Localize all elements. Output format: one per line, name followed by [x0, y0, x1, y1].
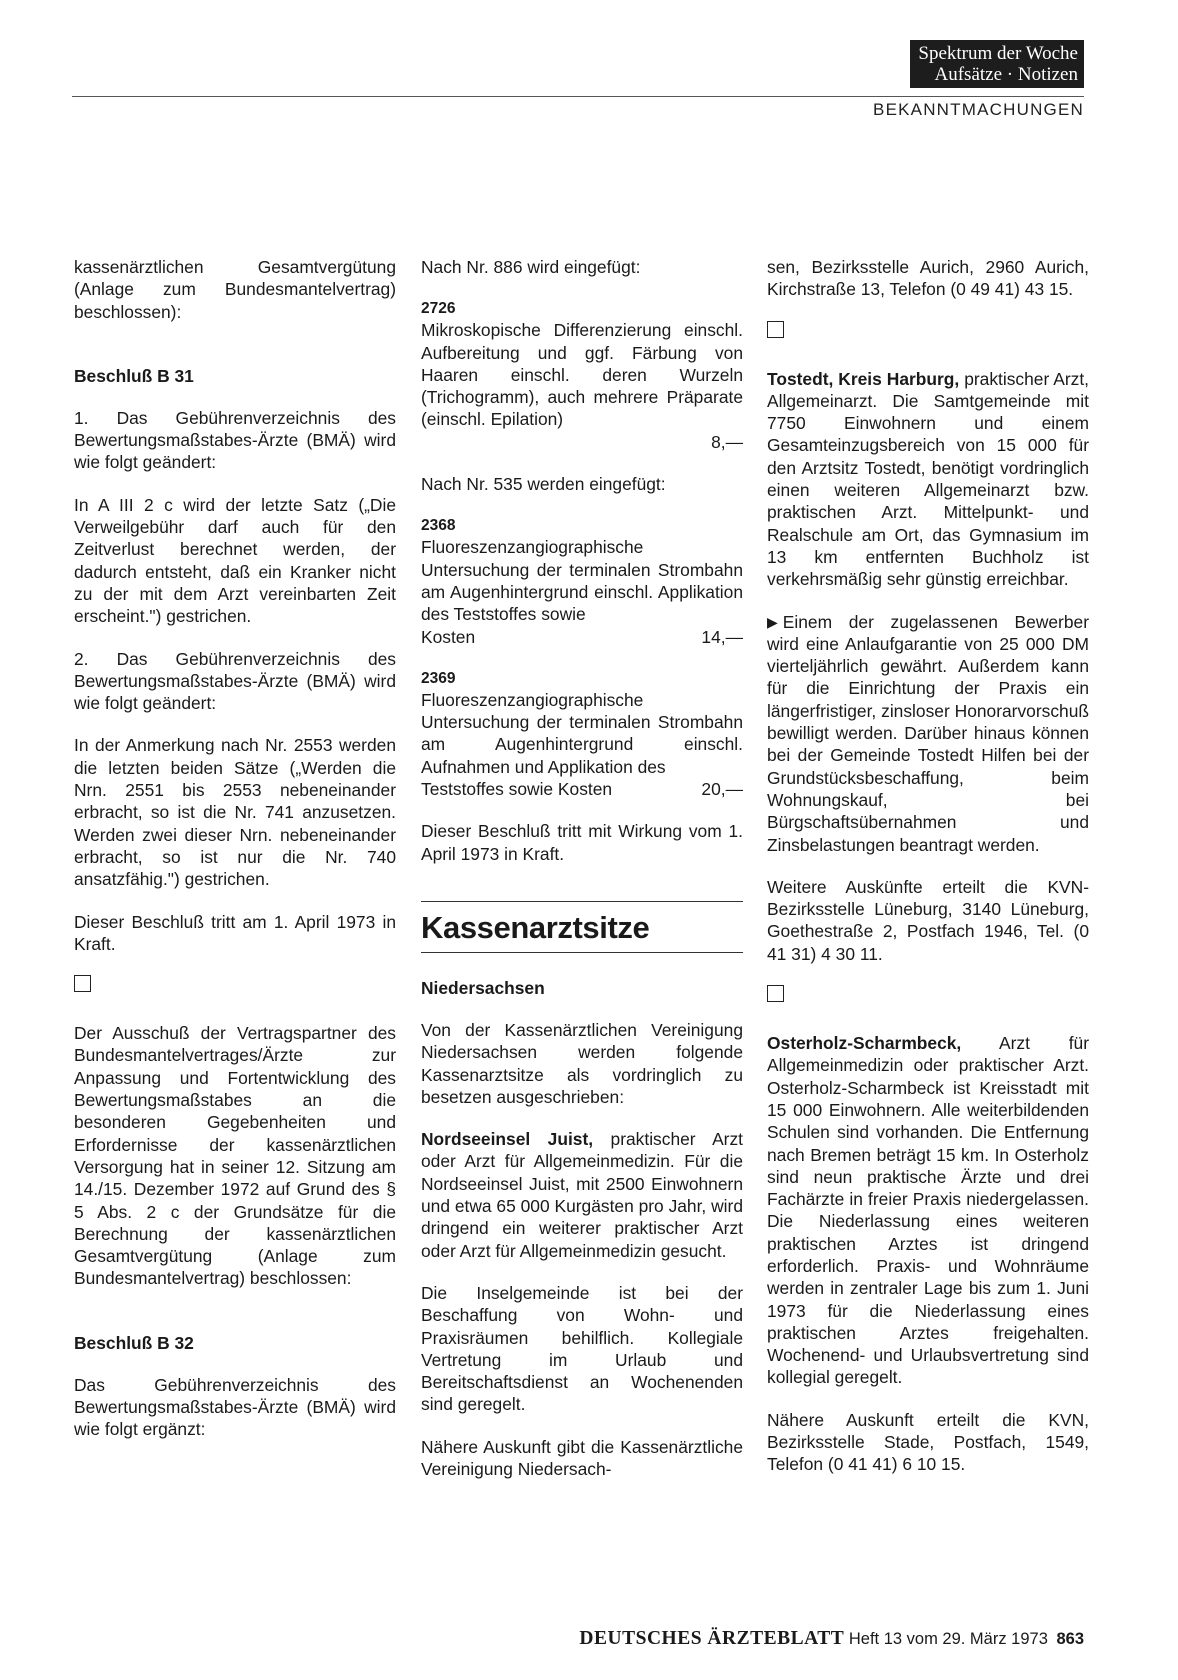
paragraph: Dieser Beschluß tritt am 1. April 1973 in Kraft. [74, 911, 396, 954]
fee-entry-2726 [421, 298, 743, 453]
fee-description: Fluoreszenzangiographische Untersuchung der terminalen Strombahn am Augenhintergrund einschl. Aufnahmen und Applikation des [421, 689, 743, 777]
section-title: BEKANNTMACHUNGEN [873, 100, 1084, 119]
header-rule [72, 96, 1084, 97]
paragraph: kassenärztlichen Gesamtvergütung (Anlage zum Bundesmantelvertrag) beschlossen): [74, 257, 396, 322]
paragraph: Nach Nr. 886 wird eingefügt: [421, 257, 641, 277]
heading-beschluss-b32: Beschluß B 32 [74, 1332, 194, 1353]
paragraph: Dieser Beschluß tritt mit Wirkung vom 1. April 1973 in Kraft. [421, 821, 743, 864]
fee-description-end: Kosten [421, 626, 476, 647]
fee-entry-2369 [421, 668, 743, 800]
column-3 [767, 256, 1089, 1496]
fee-entry-2368 [421, 515, 743, 647]
subheading-niedersachsen: Niedersachsen [421, 977, 545, 998]
fee-description: Mikroskopische Differenzierung einschl. Aufbereitung und ggf. Färbung von Haaren einschl. deren Wurzeln (Trichogramm), auch mehrere Präparate (einschl. Epilation) [421, 320, 743, 430]
section-label [910, 40, 1084, 88]
fee-price: 14,— [701, 626, 743, 647]
paragraph: Nähere Auskunft erteilt die KVN, Bezirksstelle Stade, Postfach, 1549, Telefon (0 41 41) 6 10 15. [767, 1409, 1089, 1475]
separator-box-icon [767, 985, 784, 1002]
column-1 [74, 256, 396, 1461]
paragraph: 2. Das Gebührenverzeichnis des Bewertungsmaßstabes-Ärzte (BMÄ) wird wie folgt geändert: [74, 648, 396, 714]
paragraph: Die Inselgemeinde ist bei der Beschaffung von Wohn- und Praxisräumen behilflich. Kollegiale Vertretung im Urlaub und Bereitschaftsdienst an Wochenenden sind geregelt. [421, 1282, 743, 1415]
fee-code: 2726 [421, 300, 456, 318]
paragraph: ▶ Einem der zugelassenen Bewerber wird eine Anlaufgarantie von 25 000 DM vierteljährlich gewährt. Außerdem kann für die Einrichtung der Praxis ein längerfristiger, zinsloser Honorarvorschuß bewilligt werden. Darüber hinaus können bei der Gemeinde Tostedt Hilfen bei der Grundstücksbeschaffung, beim Wohnungskauf, bei Bürgschaftsübernahmen und Zinsbelastungen beantragt werden. [767, 611, 1089, 855]
fee-code: 2369 [421, 669, 456, 687]
paragraph: 1. Das Gebührenverzeichnis des Bewertungsmaßstabes-Ärzte (BMÄ) wird wie folgt geändert: [74, 407, 396, 473]
section-label-line1: Spektrum der Woche [918, 43, 1078, 64]
column-2 [421, 256, 743, 1500]
fee-price: 20,— [701, 779, 743, 800]
paragraph: In A III 2 c wird der letzte Satz („Die Verweilgebühr darf auch für den Zeitverlust berechnet werden, der dadurch entsteht, daß ein Kranker nicht zu der mit dem Arzt vereinbarten Zeit erscheint.") gestrichen. [74, 494, 396, 627]
headline-block [421, 901, 743, 953]
footer [579, 1628, 1084, 1650]
paragraph: Weitere Auskünfte erteilt die KVN-Bezirksstelle Lüneburg, 3140 Lüneburg, Goethestraße 2, Postfach 1946, Tel. (0 41 31) 4 30 11. [767, 876, 1089, 964]
section-label-line2: Aufsätze · Notizen [934, 64, 1078, 85]
place-name: Tostedt, Kreis Harburg, [767, 368, 960, 389]
heading-beschluss-b31: Beschluß B 31 [74, 365, 194, 386]
fee-code: 2368 [421, 517, 456, 535]
separator-box-icon [767, 321, 784, 338]
fee-description-end: Teststoffes sowie Kosten [421, 779, 613, 800]
journal-name: DEUTSCHES ÄRZTEBLATT [579, 1628, 845, 1649]
arrow-right-icon: ▶ [767, 613, 778, 630]
page-number: 863 [1056, 1630, 1084, 1648]
paragraph: Nach Nr. 535 werden eingefügt: [421, 474, 666, 495]
headline: Kassenarztsitze [421, 909, 650, 945]
place-name: Osterholz-Scharmbeck, [767, 1033, 962, 1054]
fee-price: 8,— [711, 431, 743, 452]
paragraph: Das Gebührenverzeichnis des Bewertungsmaßstabes-Ärzte (BMÄ) wird wie folgt ergänzt: [74, 1374, 396, 1440]
paragraph: In der Anmerkung nach Nr. 2553 werden die letzten beiden Sätze („Werden die Nrn. 2551 bis 2553 nebeneinander erbracht, so ist die Nr. 741 anzusetzen. Werden zwei dieser Nrn. nebeneinander erbracht, so ist nur die Nr. 740 ansatzfähig.") gestrichen. [74, 735, 396, 890]
paragraph: Osterholz-Scharmbeck, Arzt für Allgemeinmedizin oder praktischer Arzt. Osterholz-Scharmbeck ist Kreisstadt mit 15 000 Einwohnern. Alle weiterbildenden Schulen sind vorhanden. Die Entfernung nach Bremen beträgt 15 km. In Osterholz sind neun praktische Ärzte und drei Fachärzte in freier Praxis niedergelassen. Die Niederlassung eines weiteren praktischen Arztes ist dringend erforderlich. Praxis- und Wohnräume werden in zentraler Lage bis zum 1. Juni 1973 für die Niederlassung eines praktischen Arztes freigehalten. Wochenend- und Urlaubsvertretung sind kollegial geregelt. [767, 1033, 1089, 1388]
paragraph: Der Ausschuß der Vertragspartner des Bundesmantelvertrages/Ärzte zur Anpassung und Fortentwicklung des Bewertungsmaßstabes an die besonderen Gegebenheiten und Erfordernisse der kassenärztlichen Versorgung hat in seiner 12. Sitzung am 14./15. Dezember 1972 auf Grund des § 5 Abs. 2 c der Grundsätze für die Berechnung der kassenärztlichen Gesamtvergütung (Anlage zum Bundesmantelvertrag) beschlossen: [74, 1023, 396, 1289]
issue-info: Heft 13 vom 29. März 1973 [848, 1630, 1048, 1648]
paragraph: Tostedt, Kreis Harburg, praktischer Arzt, Allgemeinarzt. Die Samtgemeinde mit 7750 Einwohnern und einem Gesamteinzugsbereich von 15 000 für den Arztsitz Tostedt, benötigt vordringlich einen weiteren Allgemeinarzt bzw. praktischen Arzt. Mittelpunkt- und Realschule am Ort, das Gymnasium im 13 km entfernten Buchholz ist verkehrsmäßig sehr günstig erreichbar. [767, 368, 1089, 590]
place-name: Nordseeinsel Juist, [421, 1129, 594, 1150]
paragraph: sen, Bezirksstelle Aurich, 2960 Aurich, Kirchstraße 13, Telefon (0 49 41) 43 15. [767, 257, 1089, 300]
fee-description: Fluoreszenzangiographische Untersuchung der terminalen Strombahn am Augenhintergrund einschl. Applikation des Teststoffes sowie [421, 537, 743, 625]
separator-box-icon [74, 975, 91, 992]
paragraph: Nordseeinsel Juist, praktischer Arzt oder Arzt für Allgemeinmedizin. Für die Nordseeinsel Juist, mit 2500 Einwohnern und etwa 65 000 Kurgästen pro Jahr, wird dringend ein weiterer praktischer Arzt oder Arzt für Allgemeinmedizin gesucht. [421, 1129, 743, 1261]
paragraph: Von der Kassenärztlichen Vereinigung Niedersachsen werden folgende Kassenarztsitze als vordringlich zu besetzen ausgeschrieben: [421, 1019, 743, 1107]
paragraph: Nähere Auskunft gibt die Kassenärztliche Vereinigung Niedersach- [421, 1436, 743, 1479]
